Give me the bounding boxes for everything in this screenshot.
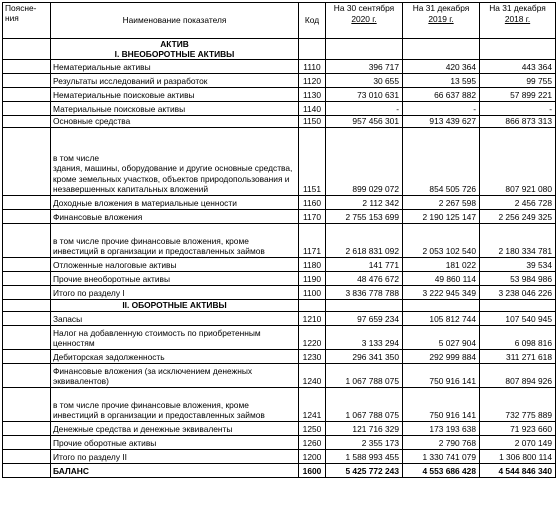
value-2018: 107 540 945 — [480, 312, 556, 326]
table-row — [3, 388, 556, 422]
notes-cell — [3, 196, 51, 210]
value-2020: 1 588 993 455 — [326, 450, 403, 464]
value-2019: 2 190 125 147 — [403, 210, 480, 224]
indicator-name: Прочие оборотные активы — [51, 436, 299, 450]
empty-cell — [299, 300, 326, 312]
indicator-name: Итого по разделу I — [51, 286, 299, 300]
value-2020: 141 771 — [326, 258, 403, 272]
indicator-name: Итого по разделу II — [51, 450, 299, 464]
notes-cell — [3, 258, 51, 272]
line-code: 1210 — [299, 312, 326, 326]
header-period-2019 — [403, 3, 480, 39]
value-2018: 99 755 — [480, 74, 556, 88]
section-heading-row — [3, 300, 556, 312]
value-2020: 48 476 672 — [326, 272, 403, 286]
section-title-aktiv: АКТИВ — [160, 39, 189, 49]
notes-cell — [3, 128, 51, 196]
line-code: 1150 — [299, 116, 326, 128]
value-2018: 2 070 149 — [480, 436, 556, 450]
table-row — [3, 272, 556, 286]
table-row — [3, 60, 556, 74]
header-indicator-name: Наименование показателя — [51, 3, 299, 39]
line-code: 1171 — [299, 224, 326, 258]
value-2020: 2 355 173 — [326, 436, 403, 450]
line-code: 1240 — [299, 364, 326, 388]
value-2019: 173 193 638 — [403, 422, 480, 436]
value-2020: 957 456 301 — [326, 116, 403, 128]
notes-cell — [3, 102, 51, 116]
line-code: 1180 — [299, 258, 326, 272]
indicator-name: Запасы — [51, 312, 299, 326]
table-row — [3, 224, 556, 258]
notes-cell — [3, 300, 51, 312]
notes-cell — [3, 388, 51, 422]
indicator-name: Результаты исследований и разработок — [51, 74, 299, 88]
value-2020: 396 717 — [326, 60, 403, 74]
indicator-name: Финансовые вложения (за исключением денежных эквивалентов) — [51, 364, 299, 388]
notes-cell — [3, 60, 51, 74]
value-2019: 913 439 627 — [403, 116, 480, 128]
notes-cell — [3, 364, 51, 388]
header-period-2020 — [326, 3, 403, 39]
table-row — [3, 102, 556, 116]
notes-cell — [3, 312, 51, 326]
indicator-name: Материальные поисковые активы — [51, 102, 299, 116]
value-2020: - — [326, 102, 403, 116]
notes-cell — [3, 74, 51, 88]
indicator-name: Денежные средства и денежные эквиваленты — [51, 422, 299, 436]
value-2020: 2 755 153 699 — [326, 210, 403, 224]
header-period-2020-line1: На 30 сентября — [333, 3, 395, 13]
value-2019: 2 053 102 540 — [403, 224, 480, 258]
indicator-name: Дебиторская задолженность — [51, 350, 299, 364]
value-2018: 2 180 334 781 — [480, 224, 556, 258]
line-code: 1170 — [299, 210, 326, 224]
value-2018: 311 271 618 — [480, 350, 556, 364]
section-title-noncurrent: I. ВНЕОБОРОТНЫЕ АКТИВЫ — [114, 49, 235, 59]
table-row — [3, 128, 556, 196]
table-row — [3, 74, 556, 88]
section-heading-row — [3, 39, 556, 60]
header-code: Код — [299, 3, 326, 39]
notes-cell — [3, 450, 51, 464]
value-2020: 3 836 778 788 — [326, 286, 403, 300]
empty-cell — [480, 300, 556, 312]
table-row — [3, 422, 556, 436]
value-2019: 420 364 — [403, 60, 480, 74]
value-2018: 807 894 926 — [480, 364, 556, 388]
value-2019: 4 553 686 428 — [403, 464, 480, 478]
value-2019: 292 999 884 — [403, 350, 480, 364]
value-2018: 807 921 080 — [480, 128, 556, 196]
value-2018: 2 456 728 — [480, 196, 556, 210]
value-2019: 2 790 768 — [403, 436, 480, 450]
section-title-current: II. ОБОРОТНЫЕ АКТИВЫ — [51, 300, 299, 312]
line-code: 1250 — [299, 422, 326, 436]
table-row — [3, 364, 556, 388]
line-code: 1220 — [299, 326, 326, 350]
value-2019: 5 027 904 — [403, 326, 480, 350]
header-period-2020-line2: 2020 г. — [351, 14, 377, 24]
value-2018: 2 256 249 325 — [480, 210, 556, 224]
table-row — [3, 286, 556, 300]
value-2018: 4 544 846 340 — [480, 464, 556, 478]
line-code: 1100 — [299, 286, 326, 300]
section-title-assets — [51, 39, 299, 60]
line-code: 1140 — [299, 102, 326, 116]
table-row — [3, 196, 556, 210]
line-code: 1241 — [299, 388, 326, 422]
value-2019: 750 916 141 — [403, 388, 480, 422]
indicator-name: в том числе здания, машины, оборудование и другие основные средства, кроме земельных участков, объектов природопользования и незавершенных капитальных вложений — [51, 128, 299, 196]
value-2018: 57 899 221 — [480, 88, 556, 102]
table-row — [3, 258, 556, 272]
indicator-name: Налог на добавленную стоимость по приобретенным ценностям — [51, 326, 299, 350]
line-code: 1600 — [299, 464, 326, 478]
line-code: 1160 — [299, 196, 326, 210]
notes-cell — [3, 224, 51, 258]
value-2018: 53 984 986 — [480, 272, 556, 286]
line-code: 1190 — [299, 272, 326, 286]
value-2019: 49 860 114 — [403, 272, 480, 286]
notes-cell — [3, 464, 51, 478]
empty-cell — [326, 300, 403, 312]
line-code: 1110 — [299, 60, 326, 74]
indicator-name: Прочие внеоборотные активы — [51, 272, 299, 286]
value-2019: 854 505 726 — [403, 128, 480, 196]
value-2020: 30 655 — [326, 74, 403, 88]
indicator-name: Финансовые вложения — [51, 210, 299, 224]
notes-cell — [3, 88, 51, 102]
line-code: 1120 — [299, 74, 326, 88]
line-code: 1260 — [299, 436, 326, 450]
table-row — [3, 312, 556, 326]
table-row — [3, 88, 556, 102]
notes-cell — [3, 210, 51, 224]
line-code: 1230 — [299, 350, 326, 364]
value-2019: - — [403, 102, 480, 116]
notes-cell — [3, 286, 51, 300]
value-2019: 3 222 945 349 — [403, 286, 480, 300]
notes-cell — [3, 422, 51, 436]
value-2020: 121 716 329 — [326, 422, 403, 436]
header-notes: Поясне- ния — [3, 3, 51, 39]
value-2020: 5 425 772 243 — [326, 464, 403, 478]
notes-cell — [3, 272, 51, 286]
table-row — [3, 326, 556, 350]
value-2018: 732 775 889 — [480, 388, 556, 422]
value-2020: 2 618 831 092 — [326, 224, 403, 258]
line-code: 1200 — [299, 450, 326, 464]
value-2019: 105 812 744 — [403, 312, 480, 326]
indicator-name: Нематериальные активы — [51, 60, 299, 74]
value-2018: 866 873 313 — [480, 116, 556, 128]
line-code: 1130 — [299, 88, 326, 102]
value-2020: 296 341 350 — [326, 350, 403, 364]
indicator-name: Доходные вложения в материальные ценности — [51, 196, 299, 210]
notes-cell — [3, 326, 51, 350]
indicator-name: в том числе прочие финансовые вложения, кроме инвестиций в организации и предоставленных займов — [51, 388, 299, 422]
value-2020: 97 659 234 — [326, 312, 403, 326]
value-2019: 750 916 141 — [403, 364, 480, 388]
value-2020: 1 067 788 075 — [326, 388, 403, 422]
value-2018: 39 534 — [480, 258, 556, 272]
line-code: 1151 — [299, 128, 326, 196]
notes-cell — [3, 350, 51, 364]
value-2018: 1 306 800 114 — [480, 450, 556, 464]
header-period-2018-line1: На 31 декабря — [489, 3, 546, 13]
header-period-2018-line2: 2018 г. — [504, 14, 531, 24]
value-2018: - — [480, 102, 556, 116]
indicator-name: Основные средства — [51, 116, 299, 128]
empty-cell — [403, 300, 480, 312]
table-row — [3, 350, 556, 364]
value-2020: 899 029 072 — [326, 128, 403, 196]
header-row — [3, 3, 556, 39]
indicator-name: Отложенные налоговые активы — [51, 258, 299, 272]
value-2019: 13 595 — [403, 74, 480, 88]
value-2020: 1 067 788 075 — [326, 364, 403, 388]
header-period-2019-line1: На 31 декабря — [412, 3, 470, 13]
header-period-2019-line2: 2019 г. — [428, 14, 454, 24]
table-row — [3, 464, 556, 478]
value-2018: 6 098 816 — [480, 326, 556, 350]
value-2020: 2 112 342 — [326, 196, 403, 210]
value-2019: 181 022 — [403, 258, 480, 272]
table-row — [3, 450, 556, 464]
table-row — [3, 436, 556, 450]
table-row — [3, 116, 556, 128]
indicator-name: в том числе прочие финансовые вложения, кроме инвестиций в организации и предоставленных займов — [51, 224, 299, 258]
balance-sheet-table — [2, 2, 556, 478]
value-2019: 66 637 882 — [403, 88, 480, 102]
notes-cell — [3, 436, 51, 450]
indicator-name: Нематериальные поисковые активы — [51, 88, 299, 102]
header-period-2018 — [480, 3, 556, 39]
table-row — [3, 210, 556, 224]
value-2018: 3 238 046 226 — [480, 286, 556, 300]
value-2019: 2 267 598 — [403, 196, 480, 210]
notes-cell — [3, 116, 51, 128]
value-2019: 1 330 741 079 — [403, 450, 480, 464]
value-2018: 71 923 660 — [480, 422, 556, 436]
value-2020: 73 010 631 — [326, 88, 403, 102]
value-2018: 443 364 — [480, 60, 556, 74]
indicator-name: БАЛАНС — [51, 464, 299, 478]
value-2020: 3 133 294 — [326, 326, 403, 350]
